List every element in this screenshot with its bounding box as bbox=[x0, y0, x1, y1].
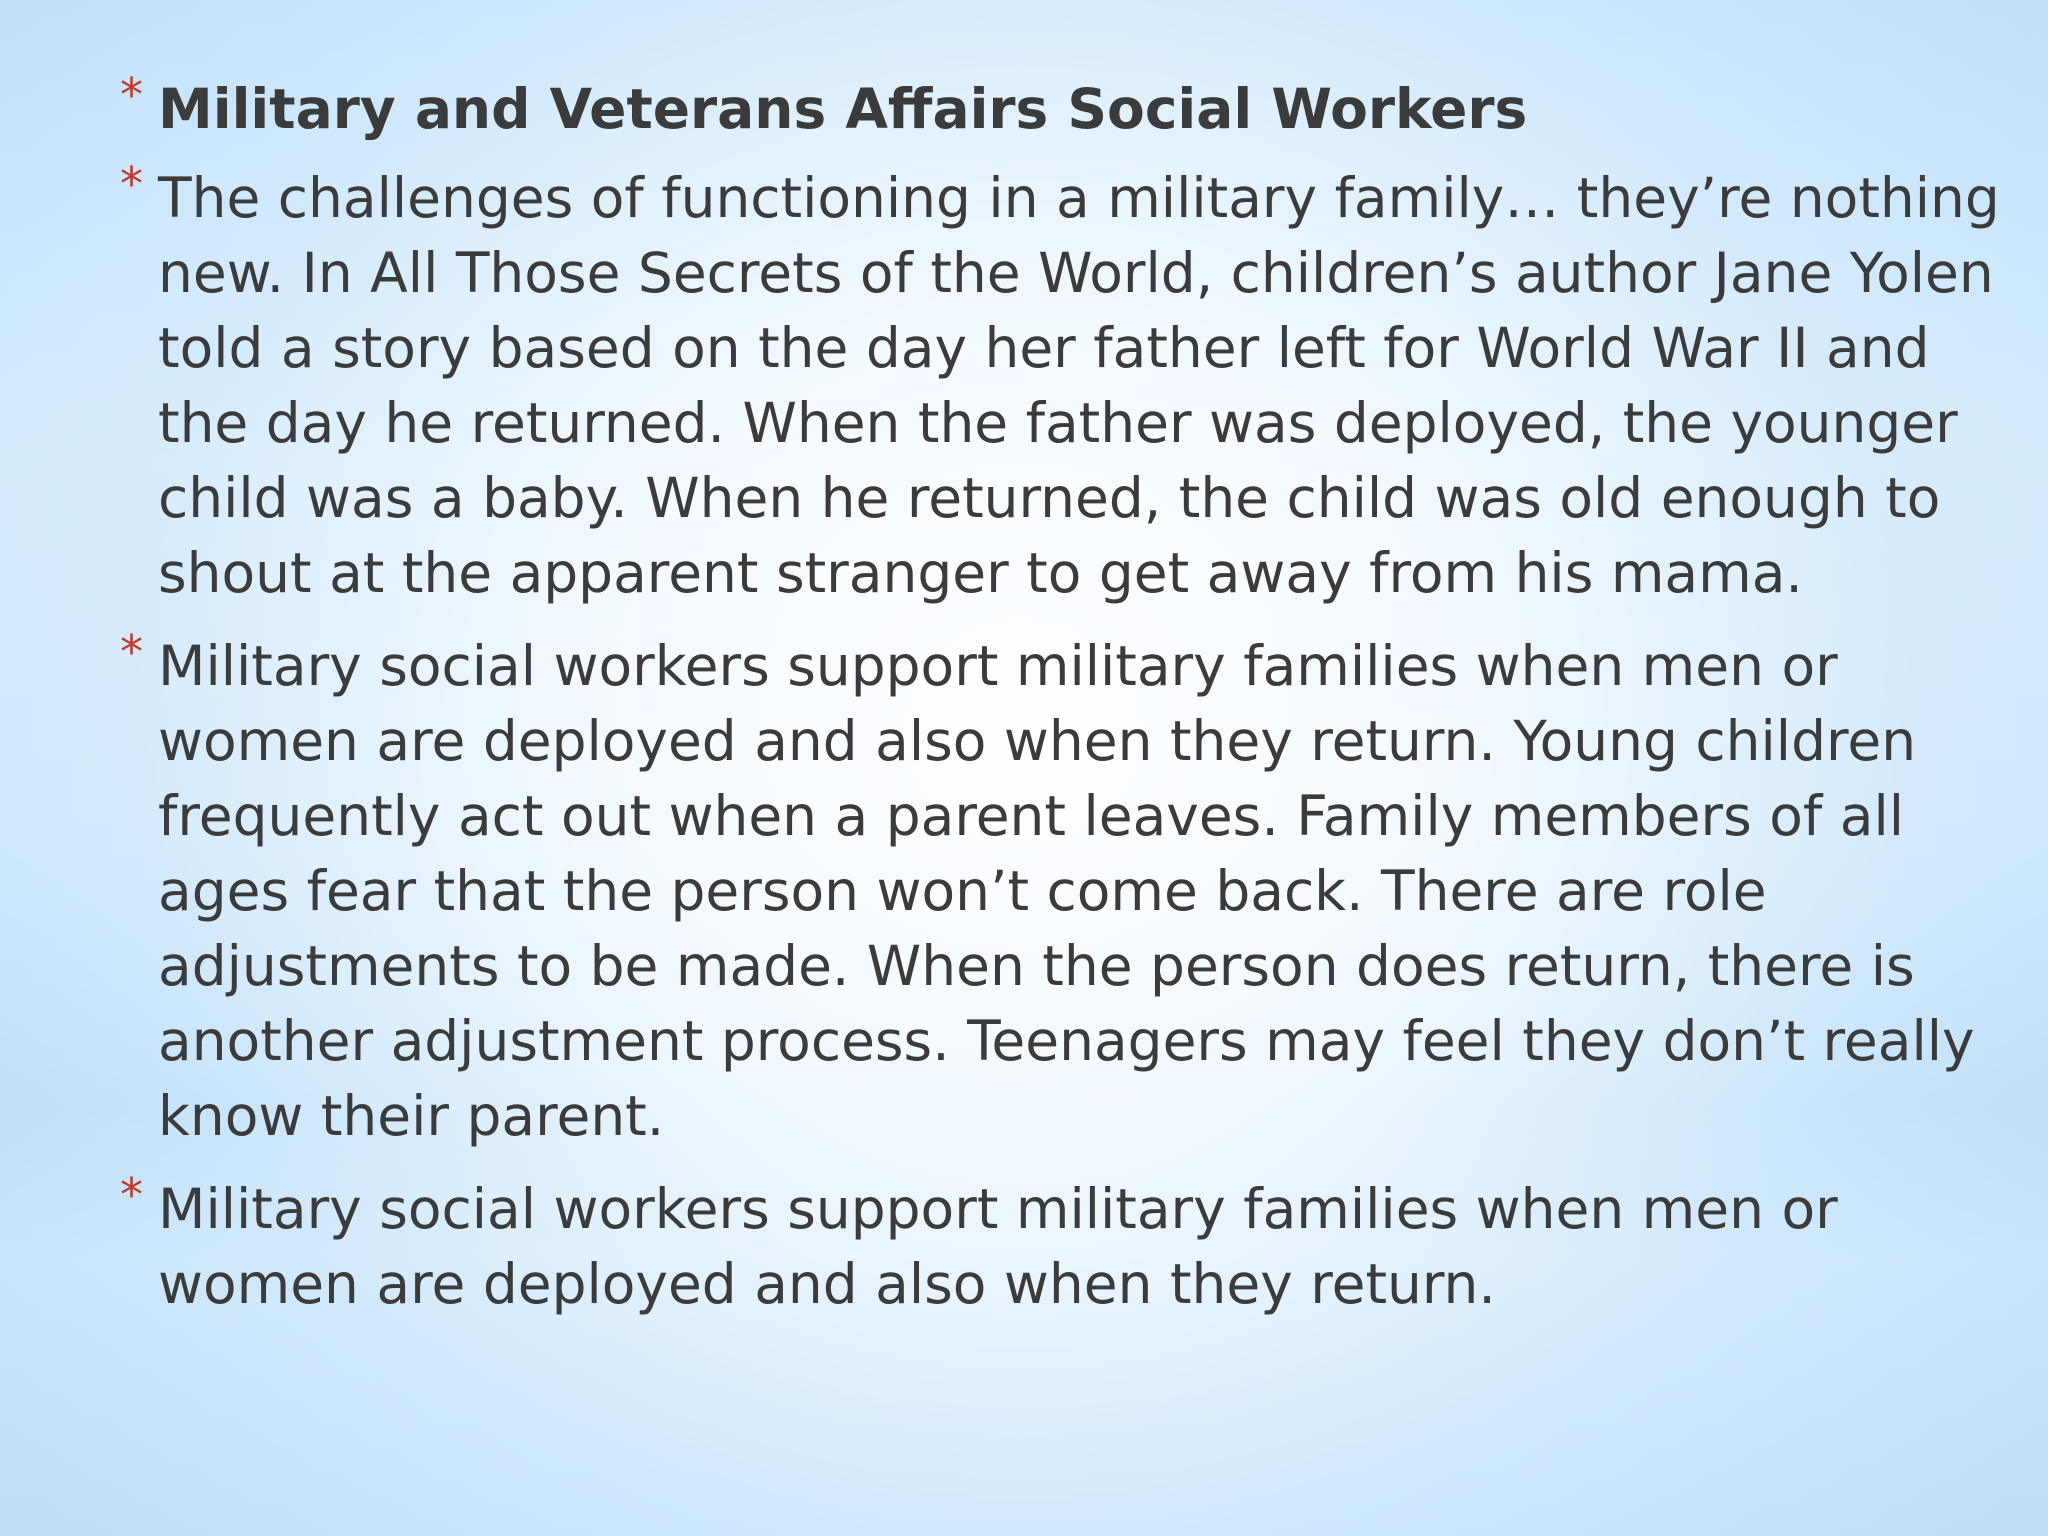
bullet-asterisk-icon: * bbox=[120, 625, 143, 679]
bullet-item bbox=[120, 1168, 2000, 1322]
bullet-list bbox=[120, 68, 2000, 1340]
bullet-text: The challenges of functioning in a military family… they’re nothing new. In All Those Secrets of the World, children’s author Jane Yolen told a story based on the day her father left for World War II and the day he returned. When the father was deployed, the younger child was a baby. When he returned, the child was old enough to shout at the apparent stranger to get away from his mama. bbox=[158, 166, 2000, 605]
slide-title-bullet bbox=[120, 68, 2000, 147]
bullet-asterisk-icon: * bbox=[120, 157, 143, 211]
bullet-text: Military social workers support military families when men or women are deployed and also when they return. bbox=[158, 1177, 1838, 1316]
bullet-item bbox=[120, 157, 2000, 611]
bullet-item bbox=[120, 625, 2000, 1154]
bullet-asterisk-icon: * bbox=[120, 68, 143, 122]
slide-title: Military and Veterans Affairs Social Workers bbox=[158, 77, 1528, 141]
bullet-asterisk-icon: * bbox=[120, 1168, 143, 1222]
bullet-text: Military social workers support military families when men or women are deployed and also when they return. Young children frequently act out when a parent leaves. Family members of all ages fear that the person won’t come back. There are role adjustments to be made. When the person does return, there is another adjustment process. Teenagers may feel they don’t really know their parent. bbox=[158, 634, 1975, 1148]
